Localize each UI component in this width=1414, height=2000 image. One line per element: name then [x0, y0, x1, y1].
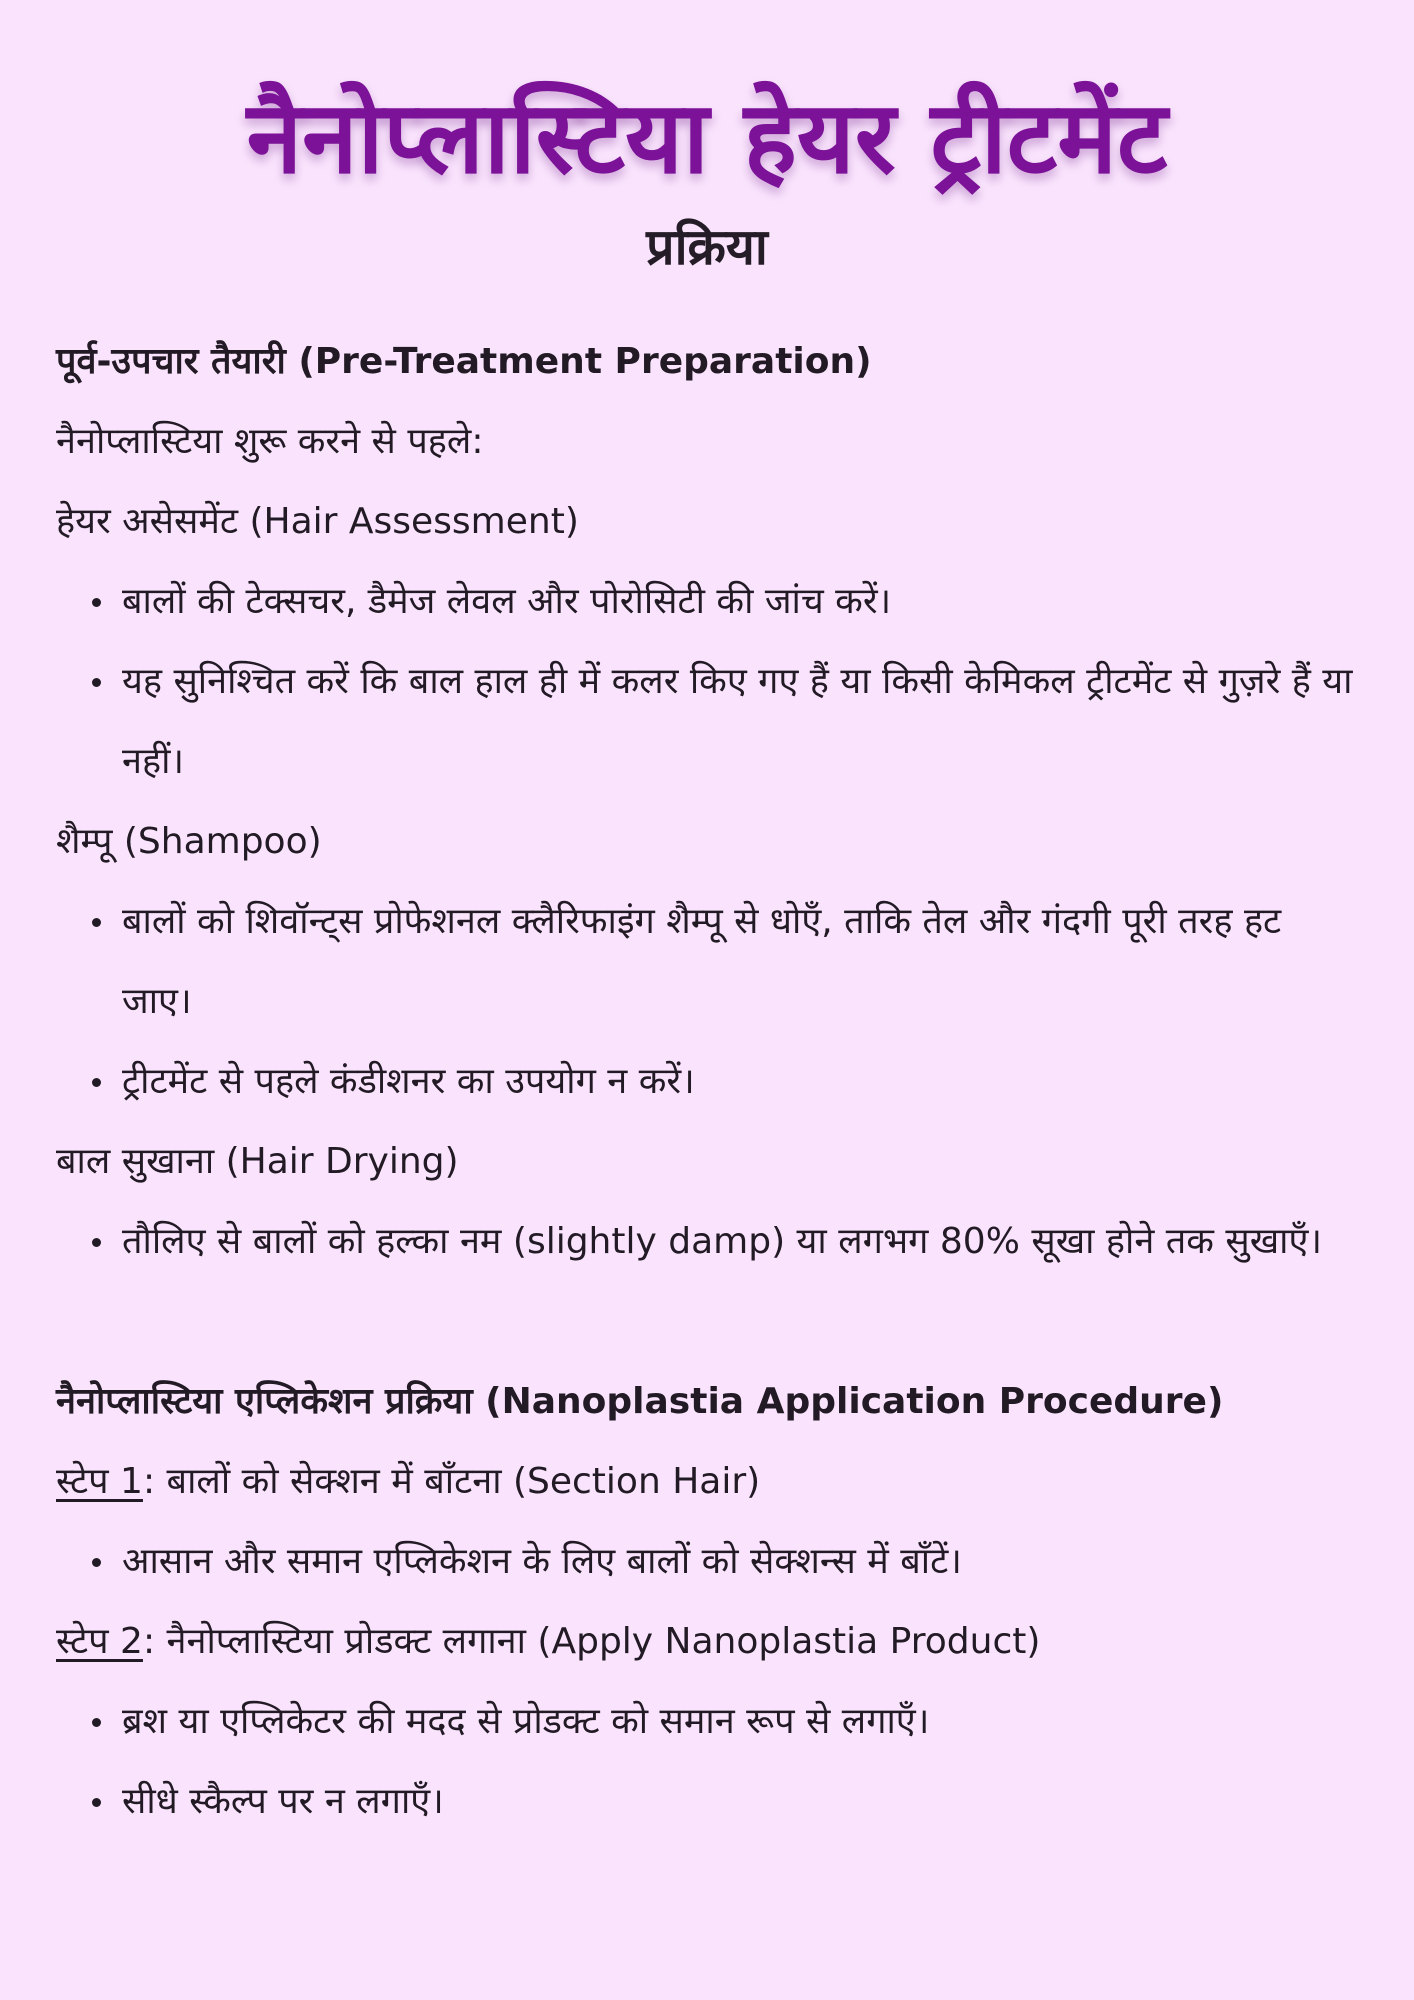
step-1-list	[56, 1522, 1358, 1602]
section-spacer	[56, 1282, 1358, 1362]
application-heading: नैनोप्लास्टिया एप्लिकेशन प्रक्रिया (Nanoplastia Application Procedure)	[56, 1381, 1224, 1422]
list-item: ब्रश या एप्लिकेटर की मदद से प्रोडक्ट को समान रूप से लगाएँ।	[122, 1682, 1358, 1762]
list-item: यह सुनिश्चित करें कि बाल हाल ही में कलर किए गए हैं या किसी केमिकल ट्रीटमेंट से गुज़रे हैं या नहीं।	[122, 642, 1358, 802]
list-item: बालों को शिवॉन्ट्स प्रोफेशनल क्लैरिफाइंग शैम्पू से धोएँ, ताकि तेल और गंदगी पूरी तरह हट जाए।	[122, 882, 1358, 1042]
hair-drying-heading: बाल सुखाना (Hair Drying)	[56, 1141, 459, 1182]
list-item: बालों की टेक्सचर, डैमेज लेवल और पोरोसिटी की जांच करें।	[122, 562, 1358, 642]
page-subtitle: प्रक्रिया	[646, 218, 768, 276]
hair-assessment-list	[56, 562, 1358, 802]
shampoo-heading: शैम्पू (Shampoo)	[56, 821, 322, 862]
shampoo-list	[56, 882, 1358, 1122]
page-title: नैनोप्लास्टिया हेयर ट्रीटमेंट	[246, 79, 1168, 196]
list-item: तौलिए से बालों को हल्का नम (slightly damp) या लगभग 80% सूखा होने तक सुखाएँ।	[122, 1202, 1358, 1282]
pre-treatment-intro: नैनोप्लास्टिया शुरू करने से पहले:	[56, 421, 484, 462]
list-item: आसान और समान एप्लिकेशन के लिए बालों को सेक्शन्स में बाँटें।	[122, 1522, 1358, 1602]
list-item: सीधे स्कैल्प पर न लगाएँ।	[122, 1762, 1358, 1842]
list-item: ट्रीटमेंट से पहले कंडीशनर का उपयोग न करें।	[122, 1042, 1358, 1122]
application-section	[56, 1362, 1358, 1842]
step-1-label: स्टेप 1	[56, 1461, 143, 1502]
step-2-list	[56, 1682, 1358, 1842]
pre-treatment-section	[56, 322, 1358, 1282]
hair-drying-list	[56, 1202, 1358, 1282]
document-content	[56, 322, 1358, 1842]
step-2-label: स्टेप 2	[56, 1621, 143, 1662]
hair-assessment-heading: हेयर असेसमेंट (Hair Assessment)	[56, 501, 579, 542]
step-2-heading	[56, 1602, 1358, 1682]
step-1-text: : बालों को सेक्शन में बाँटना (Section Hair)	[142, 1461, 761, 1502]
step-1-heading	[56, 1442, 1358, 1522]
pre-treatment-heading: पूर्व-उपचार तैयारी (Pre-Treatment Preparation)	[56, 341, 872, 382]
step-2-text: : नैनोप्लास्टिया प्रोडक्ट लगाना (Apply Nanoplastia Product)	[142, 1621, 1041, 1662]
